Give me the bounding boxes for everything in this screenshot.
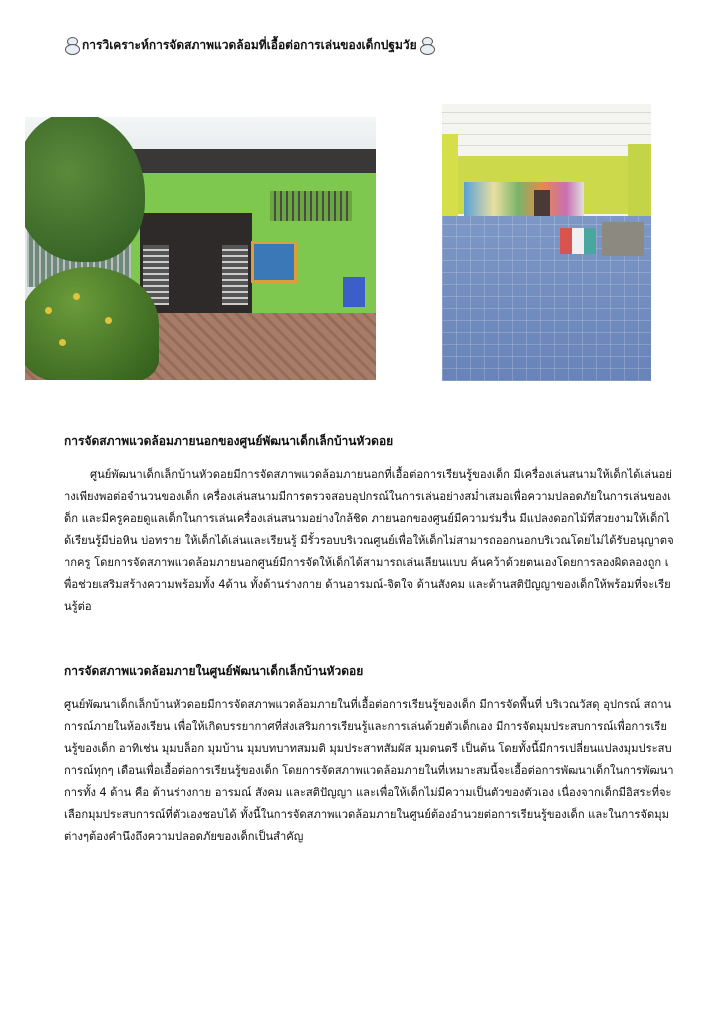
section-paragraph-indoor: ศูนย์พัฒนาเด็กเล็กบ้านหัวดอยมีการจัดสภาพแวดล้อมภายในที่เอื้อต่อการเรียนรู้ของเด็ก มีการจัดพื้นที่ บริเวณวัสดุ อุปกรณ์ สถานการณ์ภายในห้องเรียน เพื่อให้เกิดบรรยากาศที่ส่งเสริมการเรียนรู้และการเล่นด้วยตัวเด็กเอง มีการจัดมุมประสบการณ์เพื่อการเรียนรู้ของเด็ก อาทิเช่น มุมบล็อก มุมบ้าน มุมบทบาทสมมติ มุมประสาทสัมผัส มุมดนตรี เป็นต้น โดยทั้งนี้มีการเปลี่ยนแปลงมุมประสบการณ์ทุกๆ เดือนเพื่อเอื้อต่อการเรียนรู้ของเด็ก โดยการจัดสภาพแวดล้อมภายในที่เหมาะสมนี้จะเอื้อต่อการพัฒนาเด็กในการพัฒนาการทั้ง 4 ด้าน คือ ด้านร่างกาย อารมณ์ สังคม และสติปัญญา และเพื่อให้เด็กไม่มีความเป็นตัวของตัวเอง เนื่องจากเด็กมีอิสระที่จะเลือกมุมประสบการณ์ที่ตัวเองชอบได้ ทั้งนี้ในการจัดสภาพแวดล้อมภายในศูนย์ต้องอำนวยต่อการเรียนรู้ของเด็ก และในการจัดมุมต่างๆต้องคำนึงถึงความปลอดภัยของเด็กเป็นสำคัญ: [64, 698, 674, 843]
section-paragraph-outdoor: ศูนย์พัฒนาเด็กเล็กบ้านหัวดอยมีการจัดสภาพแวดล้อมภายนอกที่เอื้อต่อการเรียนรู้ของเด็ก มีเครื่องเล่นสนามให้เด็กได้เล่นอย่างเพียงพอต่อจำนวนของเด็ก เครื่องเล่นสนามมีการตรวจสอบอุปกรณ์ในการเล่นอย่างสม่ำเสมอเพื่อความปลอดภัยในการเล่นของเด็ก และมีครูคอยดูแลเด็กในการเล่นเครื่องเล่นสนามอย่างใกล้ชิด ภายนอกของศูนย์มีความร่มรื่น มีแปลงดอกไม้ที่สวยงามให้เด็กได้เรียนรู้มีบ่อหิน บ่อทราย ให้เด็กได้เล่นและเรียนรู้ มีรั้วรอบบริเวณศูนย์เพื่อให้เด็กไม่สามารถออกนอกบริเวณโดยไม่ได้รับอนุญาตจากครู โดยการจัดสภาพแวดล้อมภายนอกศูนย์มีการจัดให้เด็กได้สามารถเล่นเลียนแบบ ค้นคว้าด้วยตนเองโดยการลองผิดลองถูก เพื่อช่วยเสริมสร้างความพร้อมทั้ง 4ด้าน ทั้งด้านร่างกาย ด้านอารมณ์-จิตใจ ด้านสังคม และด้านสติปัญญาของเด็กให้พร้อมที่จะเรียนรู้ต่อ: [64, 468, 674, 613]
page-title-text: การวิเคราะห์การจัดสภาพแวดล้อมที่เอื้อต่อการเล่นของเด็กปฐมวัย: [82, 38, 417, 52]
outdoor-building-photo: [25, 117, 376, 380]
snowman-icon: [64, 36, 80, 54]
indoor-classroom-photo: [442, 104, 651, 381]
page-title: [64, 36, 664, 54]
section-heading-outdoor: การจัดสภาพแวดล้อมภายนอกของศูนย์พัฒนาเด็กเล็กบ้านหัวดอย: [64, 434, 394, 448]
section-heading-indoor: การจัดสภาพแวดล้อมภายในศูนย์พัฒนาเด็กเล็กบ้านหัวดอย: [64, 664, 364, 678]
snowman-icon: [419, 36, 435, 54]
